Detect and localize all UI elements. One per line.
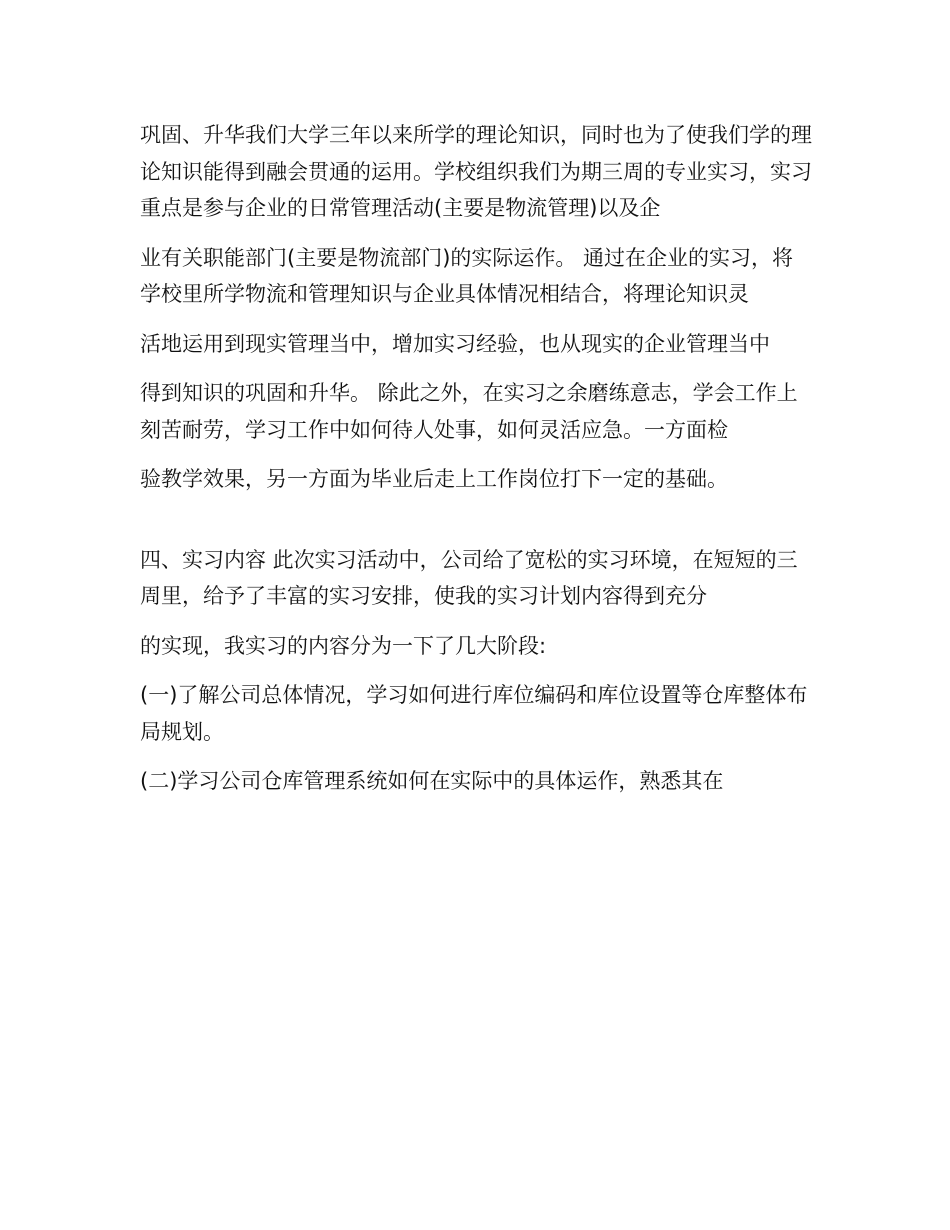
paragraph-consolidation: 得到知识的巩固和升华。 除此之外，在实习之余磨练意志，学会工作上刻苦耐劳，学习工作中如何待人处事，如何灵活应急。一方面检 [140,381,798,442]
paragraph-foundation: 验教学效果，另一方面为毕业后走上工作岗位打下一定的基础。 [140,467,728,491]
paragraph-stages: 的实现，我实习的内容分为一下了几大阶段: [140,633,547,658]
list-item-stage-two: (二)学习公司仓库管理系统如何在实际中的具体运作，熟悉其在 [140,769,724,793]
list-item-stage-one: (一)了解公司总体情况，学习如何进行库位编码和库位设置等仓库整体布局规划。 [140,683,808,744]
paragraph-purpose: 巩固、升华我们大学三年以来所学的理论知识，同时也为了使我们学的理论知识能得到融会贯通的运用。学校组织我们为期三周的专业实习，实习重点是参与企业的日常管理活动(主要是物流管理)以及企 [140,123,812,220]
document-body [140,117,812,813]
paragraph-practice: 业有关职能部门(主要是物流部门)的实际运作。 通过在企业的实习，将学校里所学物流和管理知识与企业具体情况相结合，将理论知识灵 [140,245,794,306]
section-heading-internship-content: 四、实习内容 此次实习活动中，公司给了宽松的实习环境，在短短的三周里，给予了丰富的实习安排，使我的实习计划内容得到充分 [140,547,798,608]
paragraph-application: 活地运用到现实管理当中，增加实习经验，也从现实的企业管理当中 [140,331,770,356]
